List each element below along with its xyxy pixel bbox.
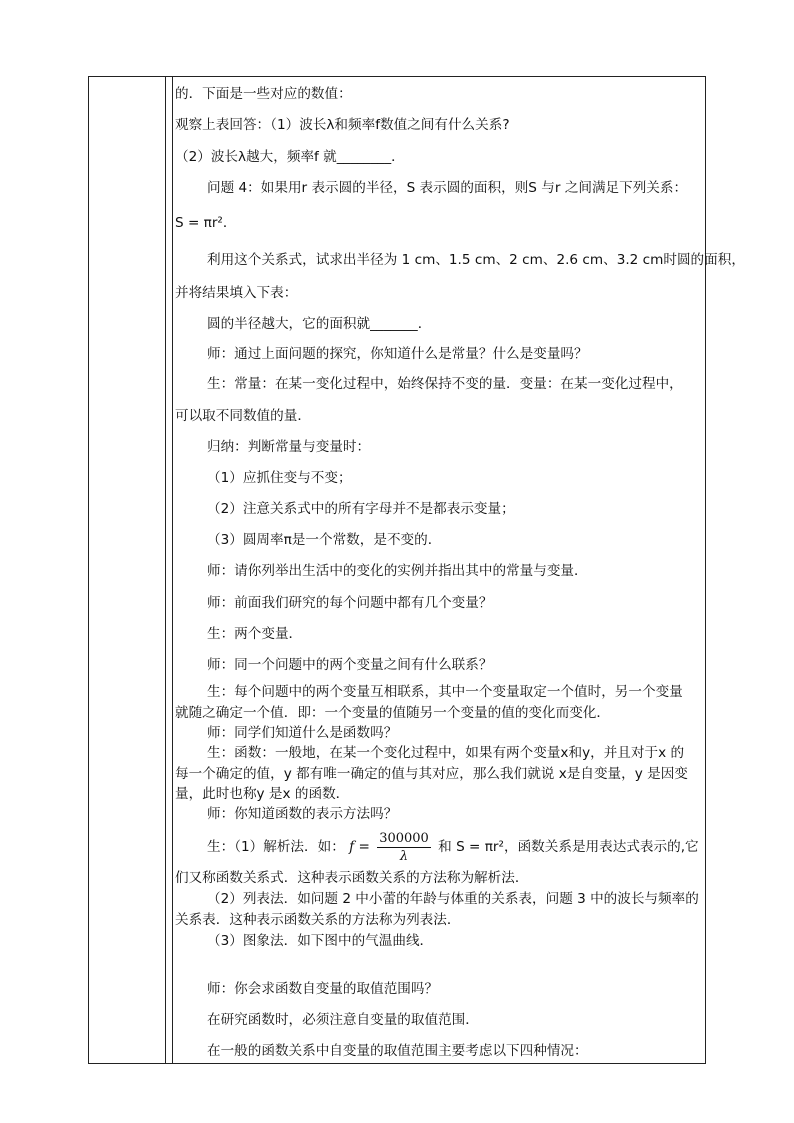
text-line: （2）注意关系式中的所有字母并不是都表示变量； xyxy=(207,501,515,517)
fraction-denominator: λ xyxy=(399,848,409,864)
lesson-table xyxy=(88,76,745,1064)
formula-line xyxy=(207,828,699,866)
lesson-content xyxy=(175,77,745,1063)
text-line: 师：同学们知道什么是函数吗？ xyxy=(207,725,398,741)
text-line: 圆的半径越大，它的面积就_______． xyxy=(207,316,432,332)
text-line: 就随之确定一个值．即：一个变量的值随另一个变量的值的变化而变化． xyxy=(175,705,610,721)
text-line: 量，此时也称y 是x 的函数． xyxy=(175,786,350,802)
text-line: 问题 4：如果用r 表示圆的半径，S 表示圆的面积，则S 与r 之间满足下列关系： xyxy=(207,180,688,196)
text-line: 们又称函数关系式．这种表示函数关系的方法称为解析法． xyxy=(175,870,529,886)
text-line: 生：函数：一般地，在某一个变化过程中，如果有两个变量x和y，并且对于x 的 xyxy=(207,745,685,761)
text-line: （3）圆周率π是一个常数，是不变的． xyxy=(207,532,442,548)
text-line: 师：同一个问题中的两个变量之间有什么联系？ xyxy=(207,657,493,673)
fraction-numerator: 300000 xyxy=(379,830,429,846)
text-line: （1）应抓住变与不变； xyxy=(207,470,352,486)
text-line: （2）列表法．如问题 2 中小蕾的年龄与体重的关系表，问题 3 中的波长与频率的 xyxy=(207,891,699,907)
text-line: 在一般的函数关系中自变量的取值范围主要考虑以下四种情况： xyxy=(207,1043,588,1059)
text-line: 利用这个关系式，试求出半径为 1 cm、1.5 cm、2 cm、2.6 cm、3.2 cm时圆的面积， xyxy=(207,252,745,268)
table-column-narrow xyxy=(169,77,173,1063)
text-line: 关系表．这种表示函数关系的方法称为列表法． xyxy=(175,912,461,928)
text-line: 并将结果填入下表： xyxy=(175,285,298,301)
text-line: 师：你知道函数的表示方法吗？ xyxy=(207,806,398,822)
formula-lhs: f = xyxy=(349,839,370,855)
text-line: 在研究函数时，必须注意自变量的取值范围． xyxy=(207,1012,479,1028)
text-line: 可以取不同数值的量． xyxy=(175,408,311,424)
table-column-left xyxy=(89,77,166,1063)
text-line: 生：每个问题中的两个变量互相联系，其中一个变量取定一个值时，另一个变量 xyxy=(207,684,683,700)
text-segment: 和 S = πr²，函数关系是用表达式表示的,它 xyxy=(438,839,699,855)
text-line: 师：请你列举出生活中的变化的实例并指出其中的常量与变量． xyxy=(207,563,588,579)
formula-area: S = πr²． xyxy=(175,215,237,231)
text-line: 生：常量：在某一变化过程中，始终保持不变的量．变量：在某一变化过程中， xyxy=(207,376,683,392)
text-line: 归纳：判断常量与变量时： xyxy=(207,439,371,455)
text-line: 每一个确定的值，y 都有唯一确定的值与其对应，那么我们就说 x是自变量，y 是因变 xyxy=(175,766,688,782)
text-segment: 生：（1）解析法．如： xyxy=(207,839,345,855)
text-line: 生：两个变量． xyxy=(207,626,303,642)
text-line: 师：通过上面问题的探究，你知道什么是常量？什么是变量吗？ xyxy=(207,346,588,362)
fraction xyxy=(377,830,431,865)
text-line: （2）波长λ越大，频率f 就________． xyxy=(175,149,405,165)
text-line: （3）图象法．如下图中的气温曲线． xyxy=(207,933,434,949)
text-line: 观察上表回答：（1）波长λ和频率f数值之间有什么关系? xyxy=(175,117,510,133)
text-line: 师：前面我们研究的每个问题中都有几个变量？ xyxy=(207,595,493,611)
text-line: 的．下面是一些对应的数值： xyxy=(175,86,352,102)
text-line: 师：你会求函数自变量的取值范围吗？ xyxy=(207,981,439,997)
